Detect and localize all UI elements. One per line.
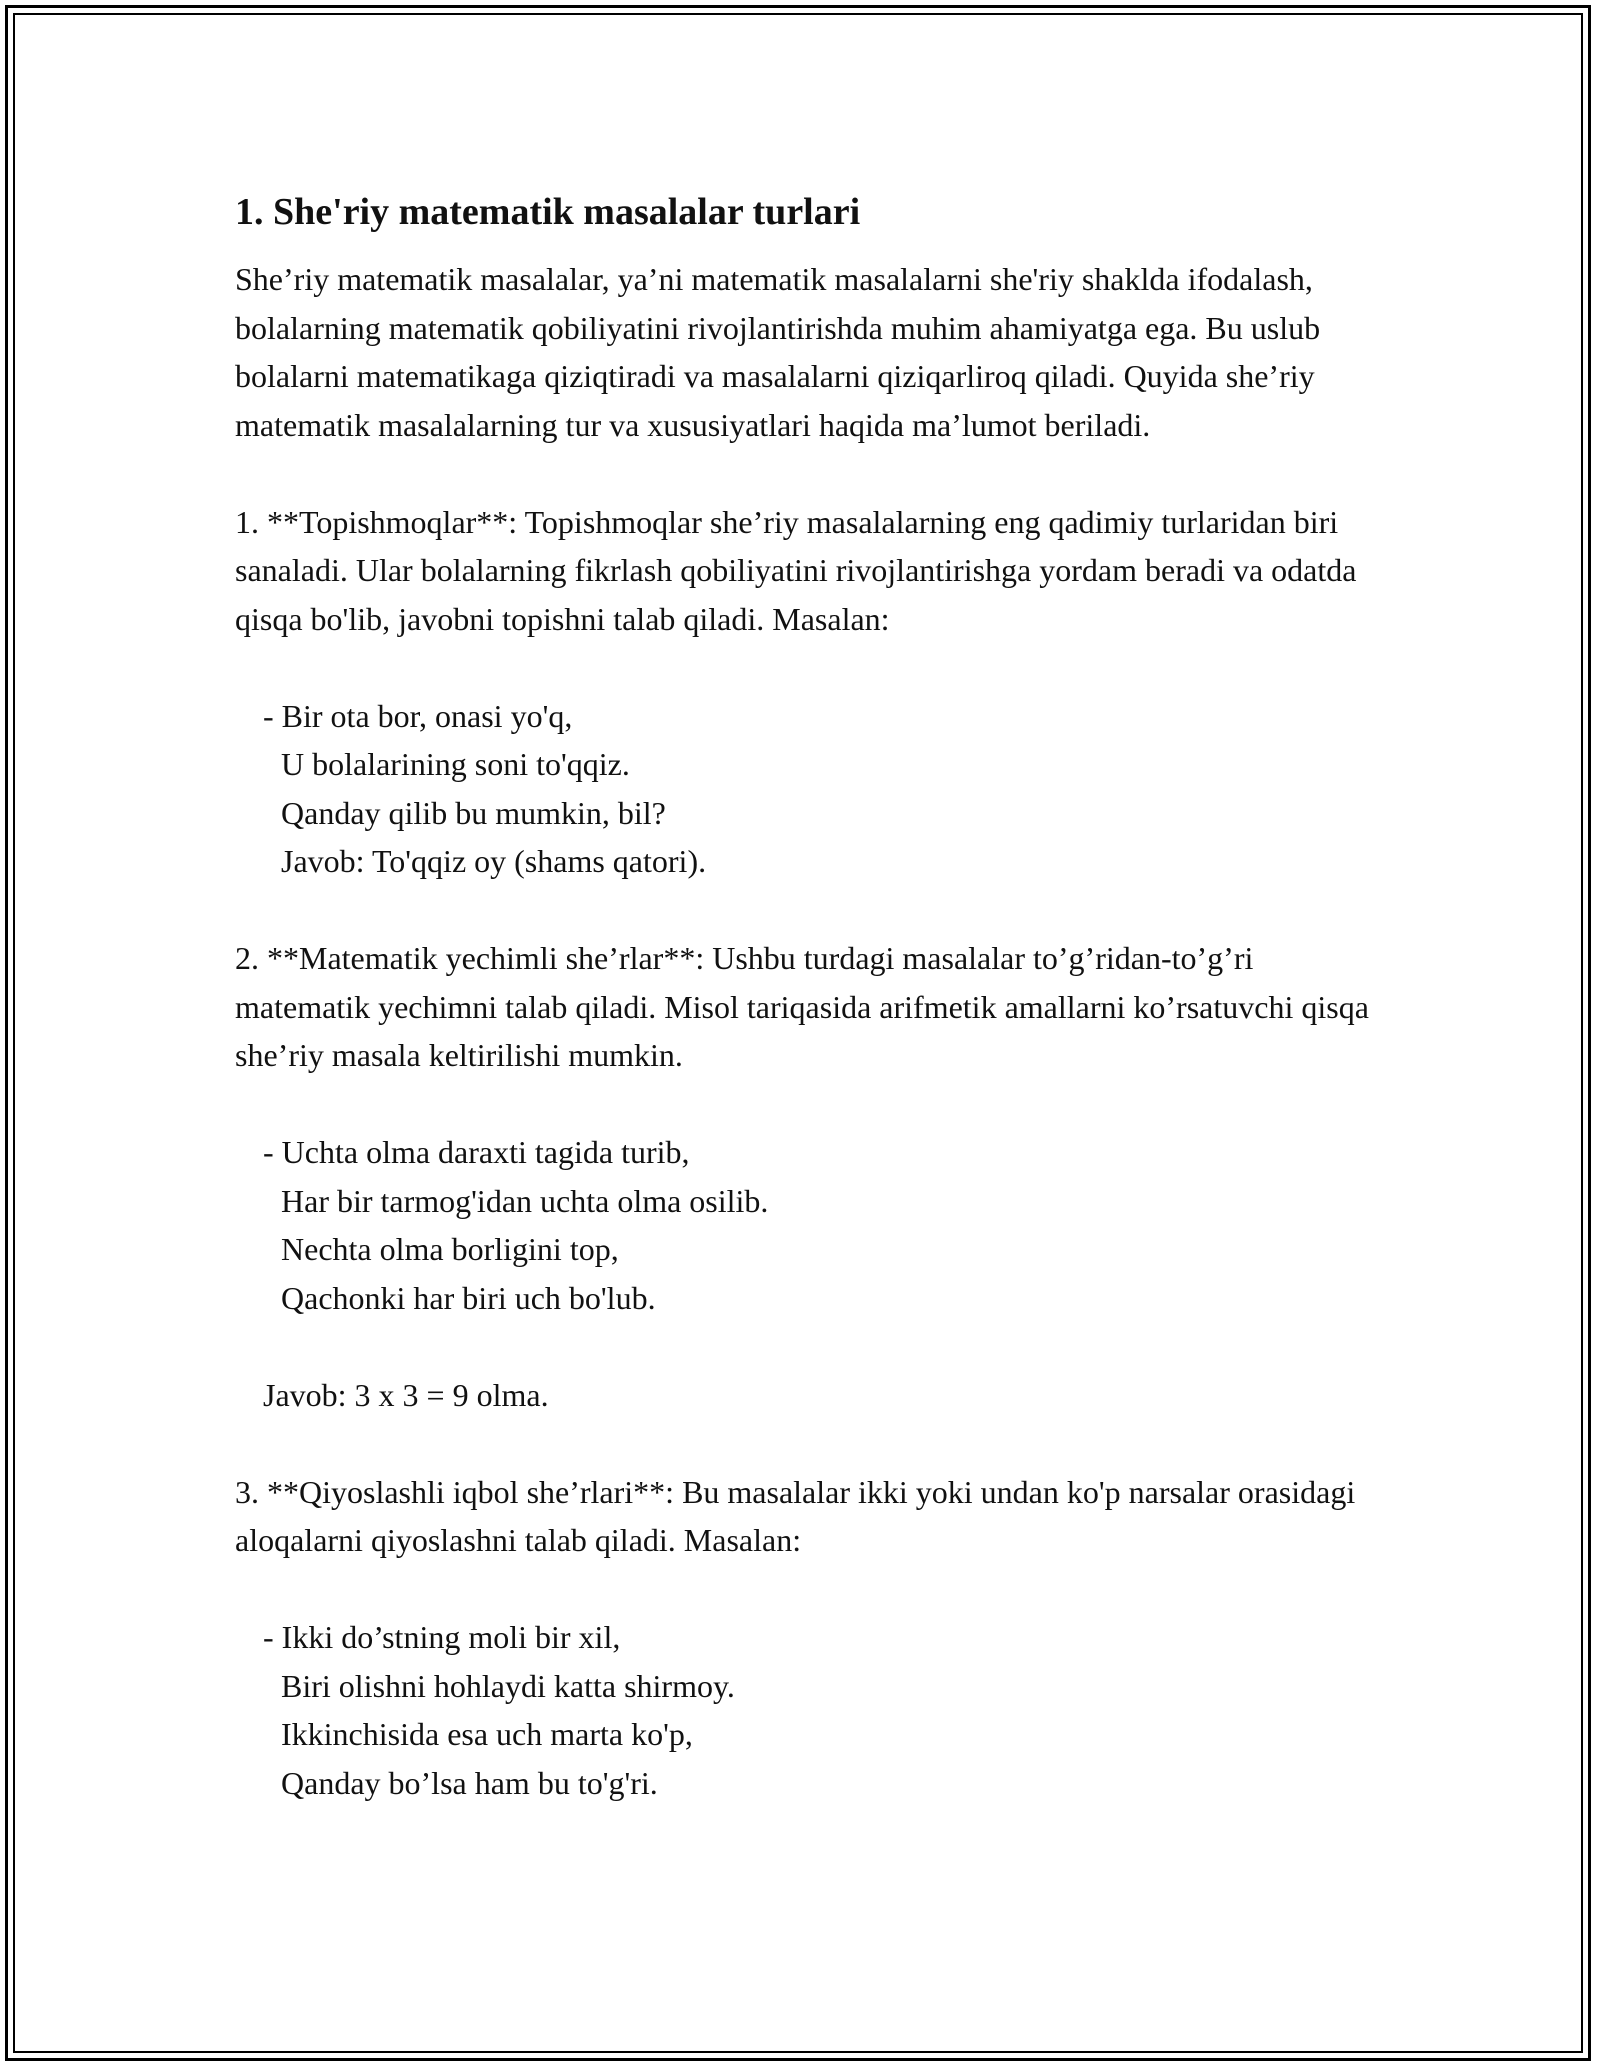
section-2-paragraph: 2. **Matematik yechimli she’rlar**: Ushbu turdagi masalalar to’g’ridan-to’g’ri matematik yechimni talab qiladi. Misol tariqasida arifmetik amallarni ko’rsatuvchi qisqa she’riy masala keltirilishi mumkin. bbox=[235, 940, 1377, 1073]
poem-line: Qanday qilib bu mumkin, bil? bbox=[281, 794, 666, 831]
spacer bbox=[235, 886, 1385, 935]
section-2-poem bbox=[235, 1128, 1385, 1322]
document-body bbox=[235, 183, 1385, 1807]
poem-line: Qachonki har biri uch bo'lub. bbox=[281, 1279, 656, 1316]
section-3-paragraph: 3. **Qiyoslashli iqbol she’rlari**: Bu masalalar ikki yoki undan ko'p narsalar orasidagi aloqalarni qiyoslashni talab qiladi. Masalan: bbox=[235, 1473, 1364, 1558]
page-title: 1. She'riy matematik masalalar turlari bbox=[235, 191, 861, 233]
poem-line: - Bir ota bor, onasi yo'q, bbox=[263, 697, 573, 734]
intro-paragraph: She’riy matematik masalalar, ya’ni matematik masalalarni she'riy shaklda ifodalash, bolalarning matematik qobiliyatini rivojlantirishda muhim ahamiyatga ega. Bu uslub bolalarni matematikaga qiziqtiradi va masalalarni qiziqarliroq qiladi. Quyida she’riy matematik masalalarning tur va xususiyatlari haqida ma’lumot beriladi. bbox=[235, 261, 1329, 443]
poem-line: Har bir tarmog'idan uchta olma osilib. bbox=[281, 1182, 769, 1219]
poem-line: - Uchta olma daraxti tagida turib, bbox=[263, 1134, 690, 1170]
spacer bbox=[235, 1322, 1385, 1371]
poem-line: Qanday bo’lsa ham bu to'g'ri. bbox=[281, 1764, 658, 1801]
spacer bbox=[235, 1419, 1385, 1468]
section-2-answer: Javob: 3 x 3 = 9 olma. bbox=[263, 1376, 549, 1413]
poem-line: Nechta olma borligini top, bbox=[281, 1231, 619, 1267]
poem-line: - Ikki do’stning moli bir xil, bbox=[263, 1619, 621, 1655]
poem-line: Biri olishni hohlaydi katta shirmoy. bbox=[281, 1667, 735, 1704]
spacer bbox=[235, 449, 1385, 498]
spacer bbox=[235, 1080, 1385, 1129]
section-1-poem bbox=[235, 692, 1385, 886]
section-1-paragraph: 1. **Topishmoqlar**: Topishmoqlar she’riy masalalarning eng qadimiy turlaridan biri sanaladi. Ular bolalarning fikrlash qobiliyatini rivojlantirishga yordam beradi va odatda qisqa bo'lib, javobni topishni talab qiladi. Masalan: bbox=[235, 503, 1365, 637]
section-3-poem bbox=[235, 1613, 1385, 1807]
poem-line: U bolalarining soni to'qqiz. bbox=[281, 746, 630, 782]
spacer bbox=[235, 643, 1385, 692]
poem-line: Javob: To'qqiz oy (shams qatori). bbox=[281, 843, 707, 879]
spacer bbox=[235, 1565, 1385, 1614]
poem-line: Ikkinchisida esa uch marta ko'p, bbox=[281, 1716, 693, 1752]
